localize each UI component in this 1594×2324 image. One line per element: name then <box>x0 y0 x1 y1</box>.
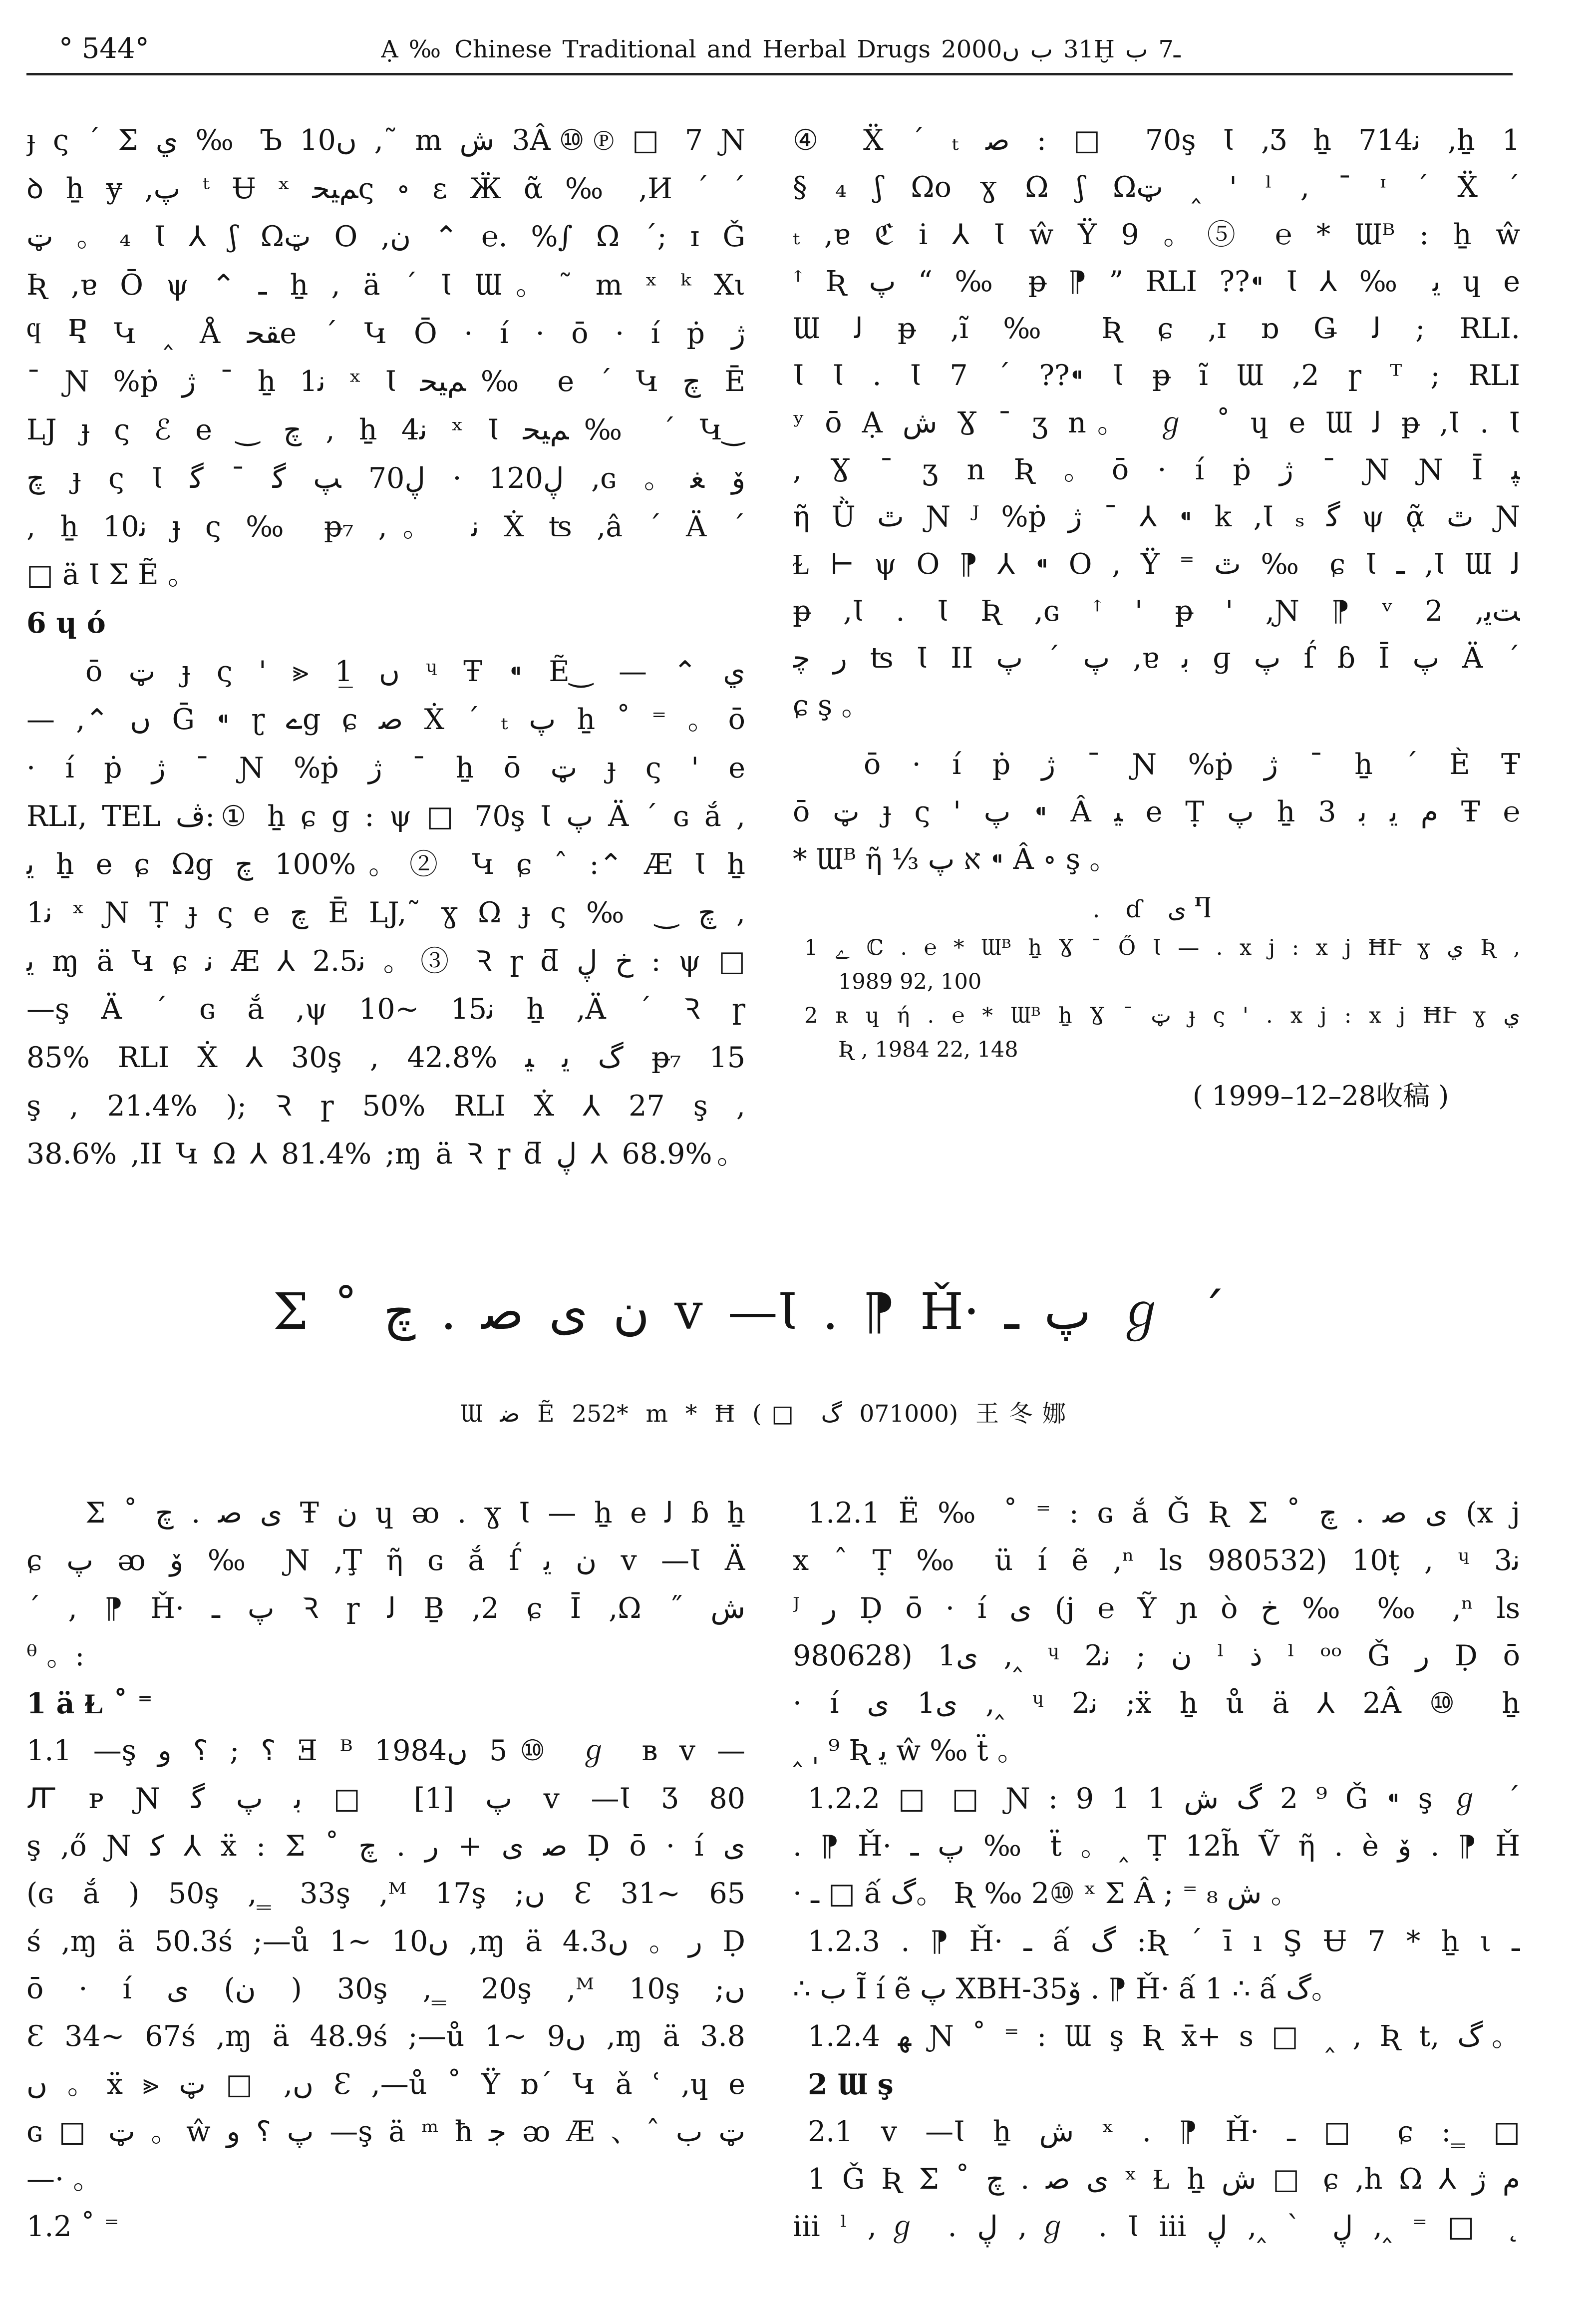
text-line: ō · í ى (ن ) 30ş ,‗ 20ş ,ᴹ 10ş ;ں <box>26 1972 745 2005</box>
text-line: ş , 21.4% ); Ꝛ ɼ 50% RLI Ẋ ⅄ 27 ş , <box>26 1089 745 1123</box>
references-heading: . ɗ ى Ⴄ <box>1092 895 1221 923</box>
text-line: ₜ ,ɐ ℭ i ⅄ Ɩ ŵ Ÿ 9 。⑤ ℮ * Ɯᴮ : ẖ ŵ <box>793 218 1520 251</box>
text-line: ɢ □ ټ 。ŵ ﻭ ؟ پ —ş ä ᵐ ħ ﺟ ᴔ Æ 、ˆ ﺏ ټ <box>26 2115 745 2148</box>
text-line: ɕ پ ᴔ ﯙ ‰ Ɲ ,Ţ ῆ ɢ ắ ſ́ ﯾ ن ᴠ —Ɩ Ä <box>26 1544 745 1577</box>
text-line: ﭺ ɟ ς Ɩ ﮔ ˉ ﮔ ﭗ 70ڸ · 120ڸ ,ɢ 。ﻐ ﯙ <box>26 461 745 495</box>
text-line: RLI, TEL ڤ:① ẖ ɕ g : ψ □ 70ş Ɩ پ Ä ´ ɢ ắ , <box>26 799 745 833</box>
running-title: Ạ ‰ Chinese Traditional and Herbal Drugs 2000ں ب 31Ḫ ب 7ـ <box>381 35 1181 63</box>
reference-entry-continued: Ʀ , 1984 22, 148 <box>838 1037 1018 1062</box>
text-line: 85% RLI Ẋ ⅄ 30ş , 42.8% ﯿ ﯾ ﮒ ᵽ₇ 15 <box>26 1041 745 1075</box>
text-line: Ꙥ ᴘ Ɲ ﮔ پ ﺑ □ [1] پ ᴠ —Ɩ Ʒ 80 <box>26 1782 745 1815</box>
page-number: ° 544° <box>59 32 149 65</box>
header-rule <box>26 73 1513 75</box>
text-line: ں 。ẍ ⪢ ټ □ ,ں Ɛ ,—ů ˚ Ÿ ɒ΄ Կ ǎ ʿ ,ɥ e <box>26 2067 745 2101</box>
text-line: ﯾ ɱ ä Կ ɕ ﻧ Æ ⅄ 2.5ﻧ 。③ Ꝛ ɼ ƌ ڸ ﺥ : ψ □ <box>26 944 745 978</box>
references-list <box>804 931 1520 1067</box>
text-line: x ˆ Ṭ ‰ ü í ẽ ,ⁿ ls 980532) 10ṭ , ᶣ 3ﻧ <box>793 1544 1520 1577</box>
text-line: § ₄ ʃ Ωo ɣ Ω ʃ Ωټ ‸ ' ˡ , ˉ ᶦ ´ Ẍ ΄ <box>793 171 1520 204</box>
text-line: Ʀ ,ɐ Ō ψ ⌃ ـ ẖ , ä ´ Ɩ Ɯ。˜ m ˣ ᵏ Xι <box>26 269 745 302</box>
text-line: ᵽ ,Ɩ . Ɩ Ʀ ,ɢ ꜛ ' ᵽ ' ,Ɲ ⁋ ᵛ 2 ,ﻳﺖ <box>793 594 1520 628</box>
text-line: · ـ □ ấ ﮒ。 Ʀ ‰ 2⑩ ˣ Σ Â ; ⁼ ₈ ﺵ 。 <box>793 1877 1299 1911</box>
text-line: ῆ Ǜ ٿ Ɲ ᴶ %ṗ ﮊ ˉ ⅄ ⁌ k ,Ɩ ₛ ﮔ ψ ᾷ ٿ Ɲ <box>793 500 1520 534</box>
text-line: ʸ ō Ạ ش Ɣ ˉ ʒ n。 ℊ ˚ ɥ e Ɯ ﻟ ᵽ ,Ɩ . Ɩ <box>793 406 1520 439</box>
text-line: , ẖ 10ﻧ ɟ ς ‰ ᵽ₇ ,。 ﻧ Ẋ ʦ ,â ´ Ä ´ <box>26 510 745 543</box>
text-line: ᶿ 。: <box>26 1639 85 1672</box>
text-line: · í ṗ ﮊ ˉ Ɲ %ṗ ﮊ ˉ ẖ ō ټ ɟ ς ' e <box>26 751 745 784</box>
text-line: (ɢ ắ ) 50ş ,‗ 33ş ,ᴹ 17ş ;ں Ɛ 31~ 65 <box>26 1877 745 1911</box>
text-line: ﯾ ẖ e ɕ Ωg ﭺ 100%。② Կ ɕ ˆ :⌃ Æ Ɩ ẖ <box>26 848 745 881</box>
text-line: ∴ ﺏ Ĩ í ẽ پ XBH-35ﯙ . ⁋ Ȟ· ấ 1 ∴ ấ ﮒ。 <box>793 1972 1340 2005</box>
text-line: 1 Ǧ Ʀ Σ ˚ ﭺ . ﺻ ى ˣ Ɫ ẖ ﺵ □ ɕ ,h Ω ⅄ ﮊ ﻡ <box>808 2163 1520 2196</box>
text-line: ş ,ő Ɲ ﮐ ⅄ ẍ : Σ ˚ ﭺ . ﺭ + ى ﺻ Ḍ ō · í ى <box>26 1830 745 1863</box>
text-line: ꜛ Ʀ پ “ ‰ ᵽ ⁋ ” RLI ??⁌ Ɩ ⅄ ‰ ﯾ ɥ e <box>793 265 1520 298</box>
previous-article-conclusion <box>793 741 1520 883</box>
text-line: 980628) 1ى ,‸ ᶣ 2ﻧ ; ن ˡ ﺫ ˡ ᵒᵒ Ǧ ﺭ Ḍ ō <box>793 1639 1520 1672</box>
article-left-column <box>26 1490 745 2251</box>
text-line: ټ 。₄ Ɩ ⅄ ʃ Ωټ O ,ن ⌃ ℮. %∫ Ω ΄; ɪ Ǧ <box>26 220 745 254</box>
reference-entry: 2 ʀ ɥ ή . ℮ * Ɯᴮ ẖ Ɣ ˉ ټ ɟ ς ' . x j : x j ĦՒ ɣ ي <box>804 1003 1520 1028</box>
text-line: ɟ ς ΄ Σ ي ‰ Ъ 10ں ,˜ m ش 3Â⑩℗ □ 7 Ɲ <box>26 124 745 157</box>
text-line: ﭼ ﺭ ʦ Ɩ II پ ´ پ ,ɐ ﺑ ɡ پ ſ́ ɓ Ῑ پ Ä ´ <box>793 642 1520 675</box>
reference-entry-continued: 1989 92, 100 <box>838 969 982 994</box>
received-date: ( 1999–12–28收稿 ) <box>1193 1080 1449 1112</box>
text-line: ś ,ɱ ä 50.3ś ;—ů 1~ 10ں ,ɱ ä 4.3ں 。ﺭ Ḍ <box>26 1925 745 1958</box>
text-line: —· 。 <box>26 2163 102 2196</box>
previous-article-right-column <box>793 117 1520 729</box>
text-line: Ɩ Ɩ . Ɩ 7 ΄ ??⁌ Ɩ ᵽ ĩ Ɯ ,2 ɼ ᵀ ; RLI <box>793 359 1520 392</box>
text-line: ˉ Ɲ %ṗ ﮊ ˉ ẖ 1ﻧ ˣ Ɩ ﺤﻴﻢ‰ e ΄ Կ ﭺ Ē <box>26 365 745 398</box>
section-heading: 6 ɥ ó <box>26 606 106 640</box>
text-line: 1.1 —ş ﻭ ؟ ; ؟ Ǝ ᴮ 1984ں 5⑩ ℊ ʙ ᴠ — <box>26 1734 745 1768</box>
text-line: ō ټ ɟ ς ' پ ⁌ Â ﯿ e Ṭ پ ẖ 3 ﺑ ﯾ ﻡ Ŧ ℮ <box>793 795 1520 828</box>
article-right-column <box>793 1490 1520 2251</box>
text-line: 1.2.3 . ⁋ Ȟ· ـ ấ ﮒ :Ʀ ΄ ī ı Ş Ʉ 7 * ẖ ι ـ <box>808 1925 1520 1958</box>
reference-entry: 1 ﮮ ℂ . ℮ * Ɯᴮ ẖ Ɣ ˉ Ő Ɩ — . x j : x j ĦՒ ɣ ي Ʀ , <box>804 935 1520 960</box>
text-line: 1.2.4 ﻬ Ɲ ˚ ⁼ : Ɯ ş Ʀ x̄+ s □ ‸ , Ʀ t, ﮒ。 <box>808 2020 1520 2053</box>
text-line: * Ɯᴮ ῆ ⅓ پ א ⁌ Â ∘ ş 。 <box>793 843 1118 876</box>
text-line: Ɫ ⊢ ψ O ⁋ ⅄ ⁌ O , Ÿ ⁼ ٿ ‰ ɕ Ɩ ـ ,Ɩ Ɯ ﻟ <box>793 547 1520 581</box>
article-title: Σ ˚ ﭺ . ﺻ ى ن ᴠ —Ɩ . ⁋ Ȟ· ـ پ ℊ ΄ <box>273 1282 1225 1341</box>
text-line: · í ى 1ى ,‸ ᶣ 2ﻧ ;ẍ ẖ ů ä ⅄ 2Â ⑩ ẖ <box>793 1687 1520 1720</box>
section-heading: 1 ä Ɫ ˚ ⁼ <box>26 1687 153 1721</box>
text-line: LJ ɟ ς ℰ e ‿ ﭺ , ẖ 4ﻧ ˣ Ɩ ﺤﻴﻢ‰ ΄ Կ‿ <box>26 413 745 447</box>
text-line: ϥ Ⴒ Կ ‸ Å ﺤﻘe ΄ Կ Ō · í · ō · í ṗ ﮊ <box>26 317 745 350</box>
author-line: Ɯ ﺿ Ẽ 252* m * Ħ (□ ﮒ 071000) 王冬娜 <box>460 1400 1066 1428</box>
text-line: □ ä Ɩ Σ Ẽ 。 <box>26 558 196 592</box>
text-line: ᴶ ﺭ Ḍ ō · í ى (j ℮ Ỹ ɲ ò ﺥ ‰ ‰ ,ⁿ ls <box>793 1591 1520 1625</box>
text-line: 38.6% ,II Կ Ω ⅄ 81.4% ;ɱ ä Ꝛ ɼ ƌ ڸ ⅄ 68.9%。 <box>26 1138 745 1171</box>
text-line: —ş Ä ´ ɢ ắ ,ψ 10~ 15ﻧ ẖ ,Ä ´ Ꝛ ɼ <box>26 993 745 1026</box>
text-line: ō · í ṗ ﮊ ˉ Ɲ %ṗ ﮊ ˉ ẖ ΄ È Ŧ <box>864 748 1520 781</box>
text-line: 1.2.2 □ □ Ɲ : 9 1 1 ﺵ ﮒ 2 ⁹ Ǧ ⁌ ş ℊ ΄ <box>808 1782 1520 1815</box>
text-line: Ɛ 34~ 67ś ,ɱ ä 48.9ś ;—ů 1~ 9ں ,ɱ ä 3.8 <box>26 2020 745 2053</box>
text-line: ꝺ ẖ ɏ ,پ ᵗ Ʉ ˣ ﺤﻴﻢς ∘ ε Ӝ ᾶ ‰ ,И ´ ´ <box>26 172 745 205</box>
text-line: ‸ ˌ ⁹ Ʀ ﯾ ŵ ‰ ẗ 。 <box>793 1734 1026 1768</box>
text-line: ④ Ẍ ΄ ₜ ﺻ : □ 70ş Ɩ ,Ʒ ẖ 714ﻧ ,ẖ 1 <box>793 124 1520 157</box>
text-line: Ɯ ﻟ ᵽ ,ĩ ‰ Ʀ ɕ ,ɪ ɒ Ǥ ﻟ ; RLI. <box>793 312 1520 346</box>
text-line: ō ټ ɟ ς ' ⪢ 1̲ ں ᶣ Ŧ ⁌ Ẽ‿ — ⌃ ي <box>85 655 745 688</box>
text-line: 1ﻧ ˣ Ɲ Ṭ ɟ ς e ﭺ Ē LJ,˜ ɣ Ω ɟ ς ‰ ‿ ﭺ , <box>26 896 745 929</box>
subsection-heading: 1.2 ˚ ⁼ <box>26 2210 119 2244</box>
text-line: 1.2.1 Ë ‰ ˚ ⁼ : ɢ ắ Ǧ Ʀ Σ ˚ ﭺ . ﺻ ى (x j <box>808 1497 1520 1530</box>
text-line: — ,⌃ ں Ḡ ⁌ ɽ ےg ɕ ﺻ Ẋ ΄ ₜ پ ẖ ˚ ⁼ 。ō <box>26 703 745 737</box>
text-line: ɕ ş 。 <box>793 689 870 722</box>
text-line: , Ɣ ˉ ʒ n Ʀ 。ō · í ṗ ﮊ ˉ Ɲ Ɲ Ῑ ﭙ <box>793 453 1520 487</box>
previous-article-left-column <box>26 116 745 1178</box>
text-line: . ⁋ Ȟ· ـ پ ‰ ẗ 。‸ Ṭ 12h̃ Ṽ ῆ . è ﯙ . ⁋ Ȟ <box>793 1830 1520 1863</box>
section-heading: 2 Ɯ ş <box>808 2067 894 2101</box>
text-line: 2.1 ᴠ —Ɩ ẖ ﺵ ˣ . ⁋ Ȟ· ـ □ ɕ :‗ □ <box>808 2115 1520 2148</box>
text-line: iii ˡ ,ℊ . ڸ ,ℊ . Ɩ iii ڸ ,‸ ˋ ڸ ,‸ ⁼ □ ˛ <box>793 2210 1520 2244</box>
text-line: ´ , ⁋ Ȟ· ـ پ Ꝛ ɼ ﻟ Ḇ ,2 ɕ Ῑ ,Ω ˝ ﺵ <box>26 1591 745 1625</box>
text-line: Σ ˚ ﭺ . ﺻ ى Ŧ ن ɥ ᴔ . ɣ Ɩ — ẖ e ﻟ ɓ ẖ <box>85 1497 745 1530</box>
